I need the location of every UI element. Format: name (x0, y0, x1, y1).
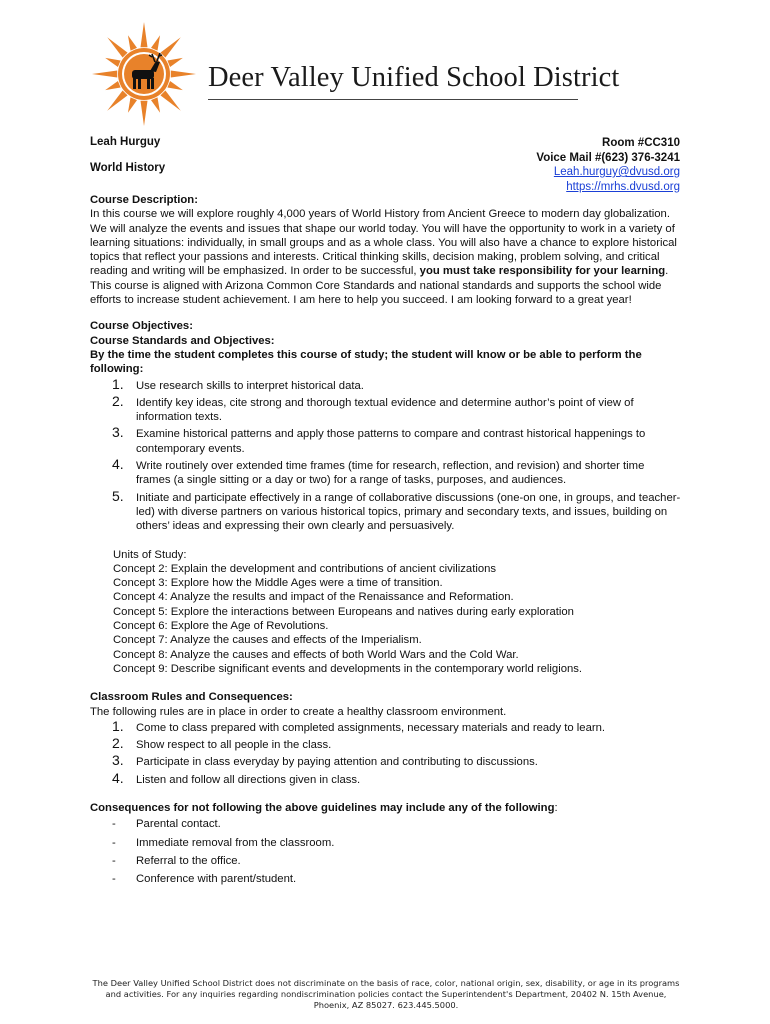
website-link[interactable]: https://mrhs.dvusd.org (566, 180, 680, 193)
list-item: 3. Examine historical patterns and apply those patterns to compare and contrast historical happenings to contemporary events. (112, 424, 646, 455)
course-description-text: In this course we will explore roughly 4,000 years of World History from Ancient Greece to modern day globalization. We will analyze the events and issues that shape our world today. You will have the opportunity to work in a variety of learning situations: individually, in small groups and as a whole class. You will also have a chance to explore historical topics that reflect your passions and interests. Critical thinking skills, decision making, problem solving, and critical reading and writing will be emphasized. In order to be successful, you must take responsibility for your learning. This course is aligned with Arizona Common Core Standards and national standards and supports the school wide efforts to increase student achievement. I am here to help you succeed. I am looking forward to a great year! (90, 208, 677, 307)
objectives-heading: Course Objectives: (90, 320, 193, 333)
list-item: Concept 8: Analyze the causes and effects of both World Wars and the Cold War. (113, 648, 519, 661)
voicemail: Voice Mail #(623) 376-3241 (536, 151, 680, 164)
rules-intro: The following rules are in place in order to create a healthy classroom environment. (90, 705, 507, 718)
list-item: 4. Write routinely over extended time frames (time for research, reflection, and revision) and shorter time frames (a single sitting or a day or two) for a range of tasks, purposes, and audiences. (112, 456, 645, 487)
list-item: Concept 4: Analyze the results and impact of the Renaissance and Reformation. (113, 591, 514, 604)
sun-ray (105, 58, 120, 67)
rules-heading: Classroom Rules and Consequences: (90, 691, 293, 704)
list-item: Concept 3: Explore how the Middle Ages were a time of transition. (113, 577, 443, 590)
sun-ray (167, 58, 182, 67)
list-item: - Immediate removal from the classroom. (112, 836, 335, 849)
sun-ray (171, 70, 196, 77)
course-description-heading: Course Description: (90, 194, 198, 206)
sun-ray (140, 101, 147, 126)
sun-deer-logo-icon (90, 20, 198, 128)
sun-ray (167, 81, 182, 90)
standards-heading: Course Standards and Objectives: (90, 334, 275, 347)
objectives-intro: By the time the student completes this course of study; the student will know or be able to perform the following: (90, 348, 642, 376)
list-item: 1. Come to class prepared with completed assignments, necessary materials and ready to learn. (112, 717, 606, 734)
list-item: Concept 5: Explore the interactions between Europeans and natives during early exploration (113, 605, 574, 618)
email-link[interactable]: Leah.hurguy@dvusd.org (553, 166, 680, 178)
rules-list (90, 717, 682, 787)
list-item: 3. Participate in class everyday by paying attention and contributing to discussions. (112, 752, 538, 769)
sun-ray (151, 97, 160, 112)
list-item: 4. Listen and follow all directions given in class. (112, 769, 361, 786)
list-item: 2. Identify key ideas, cite strong and thorough textual evidence and determine author’s point of view of information texts. (112, 392, 634, 424)
list-item: 1. Use research skills to interpret historical data. (112, 375, 364, 392)
list-item: Concept 6: Explore the Age of Revolutions. (113, 620, 329, 633)
sun-ray (107, 90, 127, 110)
list-item: 5. Initiate and participate effectively in a range of collaborative discussions (one-on one, in groups, and teacher-led) with diverse partners on various historical topics, primary and secondary texts, and issues, building on others’ ideas and expressing their own clearly and persuasively. (112, 487, 681, 533)
consequences-list (90, 817, 682, 886)
list-item: Concept 7: Analyze the causes and effects of the Imperialism. (113, 634, 422, 647)
teacher-info (90, 136, 165, 188)
contact-info (536, 136, 680, 194)
units-of-study (113, 548, 682, 677)
list-item: - Referral to the office. (112, 854, 241, 867)
sun-ray (92, 70, 117, 77)
list-item: - Parental contact. (112, 818, 221, 831)
teacher-name: Leah Hurguy (90, 136, 161, 148)
syllabus-body (90, 193, 682, 890)
letterhead (90, 20, 620, 120)
consequences-heading: Consequences for not following the above guidelines may include any of the following: (90, 801, 558, 814)
nondiscrimination-footer: The Deer Valley Unified School District does not discriminate on the basis of race, color, national origin, sex, disability, or age in its programs and activities. For any inquiries regarding nondiscrimination policies contact the Superintendent's Department, 20402 N. 15th Avenue, Phoenix, AZ 85027. 623.445.5000. (92, 978, 680, 1010)
objectives-list (90, 375, 682, 534)
sun-ray (151, 35, 160, 50)
sun-ray (105, 81, 120, 90)
course-name: World History (90, 162, 166, 174)
list-item: Concept 9: Describe significant events and developments in the contemporary world religions. (113, 662, 583, 675)
room-number: Room #CC310 (602, 137, 680, 149)
sun-ray (128, 97, 137, 112)
sun-ray (140, 22, 147, 47)
units-heading: Units of Study: (113, 548, 187, 561)
header-divider (208, 99, 578, 100)
sun-ray (160, 90, 180, 110)
sun-ray (107, 37, 127, 57)
list-item: Concept 2: Explain the development and contributions of ancient civilizations (113, 562, 497, 575)
list-item: - Conference with parent/student. (112, 873, 297, 886)
list-item: 2. Show respect to all people in the class. (112, 735, 332, 752)
sun-ray (128, 35, 137, 50)
sun-ray (160, 37, 180, 57)
district-name: Deer Valley Unified School District (208, 62, 620, 93)
